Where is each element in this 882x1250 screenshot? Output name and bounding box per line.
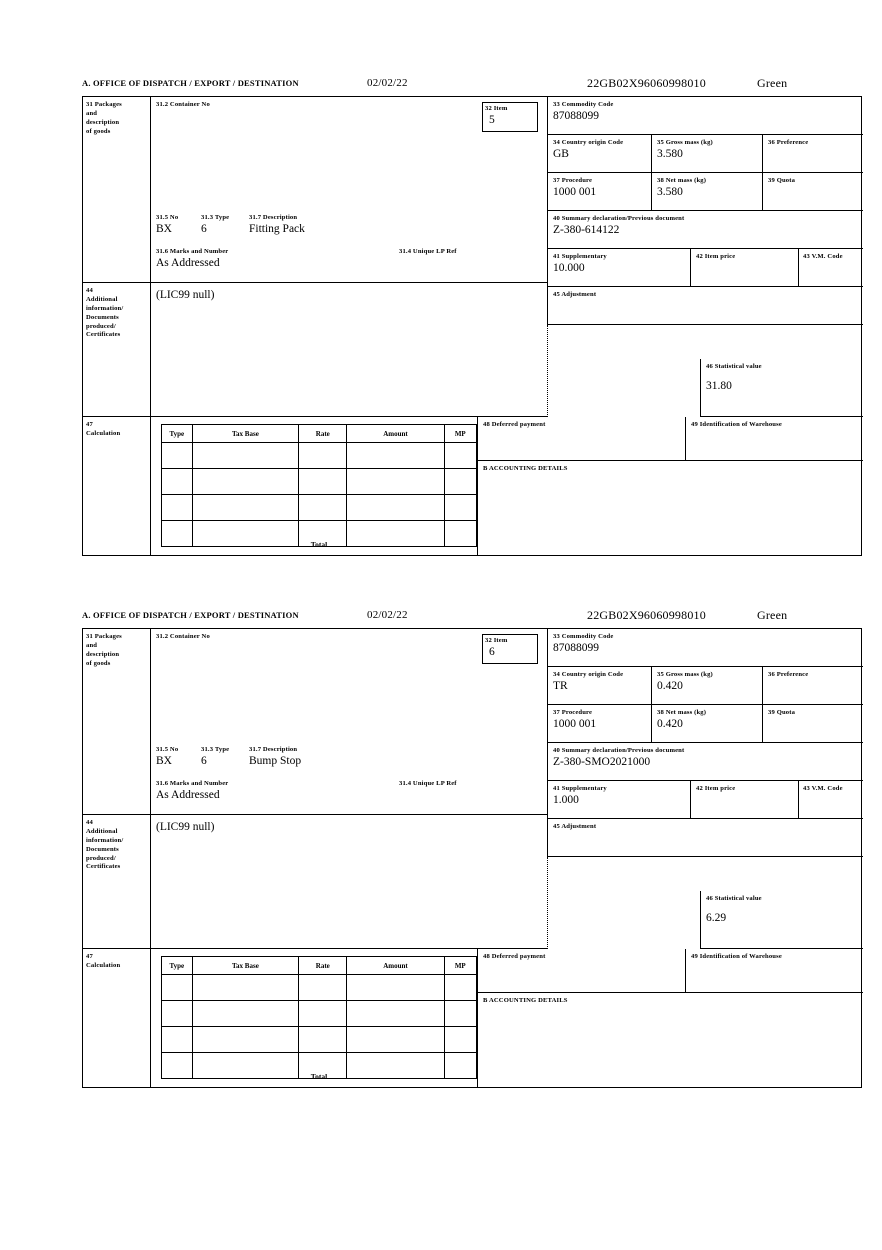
form-header bbox=[82, 78, 862, 96]
box-33-commodity-code-cell: 33 Commodity Code 87088099 bbox=[547, 97, 863, 135]
box-39-quota-cell: 39 Quota bbox=[762, 705, 863, 743]
box-34-country-origin-cell: 34 Country origin Code TR bbox=[547, 667, 651, 705]
box-38-net-mass-cell: 38 Net mass (kg) 0.420 bbox=[651, 705, 762, 743]
calculation-total-label: Total bbox=[310, 1072, 328, 1081]
box-37-procedure-cell: 37 Procedure 1000 001 bbox=[547, 705, 651, 743]
item-number-value: 5 bbox=[489, 113, 495, 126]
marks-number-value: As Addressed bbox=[156, 257, 220, 269]
box-33-commodity-code-cell: 33 Commodity Code 87088099 bbox=[547, 629, 863, 667]
procedure-value: 1000 001 bbox=[553, 185, 597, 198]
box-47-label-cell: 47 Calculation bbox=[83, 949, 151, 1088]
table-row bbox=[162, 1001, 477, 1027]
col-tax-base: Tax Base bbox=[192, 957, 299, 975]
table-row bbox=[162, 1027, 477, 1053]
dotted-divider bbox=[547, 857, 548, 949]
additional-information-value: (LIC99 null) bbox=[156, 821, 215, 833]
cell-amount bbox=[347, 495, 444, 521]
cell-mp bbox=[444, 443, 476, 469]
table-row bbox=[162, 443, 477, 469]
country-origin-value: GB bbox=[553, 147, 569, 160]
cell-tax-base bbox=[192, 443, 299, 469]
cell-tax-base bbox=[192, 469, 299, 495]
declaration-box bbox=[82, 96, 862, 556]
box-31-label-cell: 31 Packages and description of goods bbox=[83, 629, 151, 815]
cell-mp bbox=[444, 1001, 476, 1027]
box-41-supplementary-cell: 41 Supplementary 1.000 bbox=[547, 781, 690, 819]
cell-type bbox=[162, 1001, 193, 1027]
cell-rate bbox=[299, 1001, 347, 1027]
form-header bbox=[82, 610, 862, 628]
box-38-net-mass-cell: 38 Net mass (kg) 3.580 bbox=[651, 173, 762, 211]
cell-amount bbox=[347, 443, 444, 469]
cell-mp bbox=[444, 1053, 476, 1079]
box-31-label-cell: 31 Packages and description of goods bbox=[83, 97, 151, 283]
net-mass-value: 3.580 bbox=[657, 185, 683, 198]
route-status: Green bbox=[757, 76, 788, 90]
box-42-item-price-cell: 42 Item price bbox=[690, 249, 798, 287]
mrn-value: 22GB02X96060998010 bbox=[587, 76, 706, 90]
cell-rate bbox=[299, 975, 347, 1001]
cell-tax-base bbox=[192, 495, 299, 521]
cell-type bbox=[162, 495, 193, 521]
cell-type bbox=[162, 521, 193, 547]
box-46-statistical-value-cell: 46 Statistical value 6.29 bbox=[700, 891, 863, 949]
dotted-divider bbox=[547, 325, 548, 417]
cell-type bbox=[162, 1053, 193, 1079]
cell-mp bbox=[444, 495, 476, 521]
box-b-accounting-cell: B ACCOUNTING DETAILS bbox=[477, 993, 863, 1088]
packages-type-label: 31.3 Type bbox=[201, 746, 230, 753]
col-rate: Rate bbox=[299, 957, 347, 975]
table-row bbox=[162, 495, 477, 521]
supplementary-value: 10.000 bbox=[553, 261, 585, 274]
box-45-adjustment-cell: 45 Adjustment bbox=[547, 819, 863, 857]
box-46-statistical-value-cell: 46 Statistical value 31.80 bbox=[700, 359, 863, 417]
cell-amount bbox=[347, 975, 444, 1001]
container-no-label: 31.2 Container No bbox=[156, 101, 210, 108]
box-44-label-cell: 44 Additional information/ Documents produced/ Certificates bbox=[83, 815, 151, 949]
box-36-preference-cell: 36 Preference bbox=[762, 667, 863, 705]
additional-information-value: (LIC99 null) bbox=[156, 289, 215, 301]
table-header-row bbox=[162, 957, 477, 975]
box-39-quota-cell: 39 Quota bbox=[762, 173, 863, 211]
goods-description-value: Fitting Pack bbox=[249, 223, 305, 235]
marks-number-value: As Addressed bbox=[156, 789, 220, 801]
cell-amount bbox=[347, 1001, 444, 1027]
box-32-item-cell bbox=[482, 102, 538, 132]
cell-mp bbox=[444, 1027, 476, 1053]
box-37-procedure-cell: 37 Procedure 1000 001 bbox=[547, 173, 651, 211]
cell-tax-base bbox=[192, 1027, 299, 1053]
country-origin-value: TR bbox=[553, 679, 568, 692]
cell-mp bbox=[444, 975, 476, 1001]
col-type: Type bbox=[162, 957, 193, 975]
cell-mp bbox=[444, 469, 476, 495]
unique-lp-ref-label: 31.4 Unique LP Ref bbox=[399, 248, 457, 255]
previous-document-value: Z-380-SMO2021000 bbox=[553, 755, 651, 768]
statistical-value: 6.29 bbox=[706, 911, 727, 924]
box-36-preference-cell: 36 Preference bbox=[762, 135, 863, 173]
previous-document-value: Z-380-614122 bbox=[553, 223, 620, 236]
box-35-gross-mass-cell: 35 Gross mass (kg) 3.580 bbox=[651, 135, 762, 173]
packages-no-label: 31.5 No bbox=[156, 746, 179, 753]
cell-tax-base bbox=[192, 975, 299, 1001]
calculation-total-label: Total bbox=[310, 540, 328, 549]
net-mass-value: 0.420 bbox=[657, 717, 683, 730]
box-49-warehouse-cell: 49 Identification of Warehouse bbox=[685, 949, 863, 993]
declaration-date: 02/02/22 bbox=[367, 77, 408, 89]
statistical-value: 31.80 bbox=[706, 379, 732, 392]
packages-type-value: 6 bbox=[201, 755, 207, 767]
cell-rate bbox=[299, 495, 347, 521]
packages-type-value: 6 bbox=[201, 223, 207, 235]
cell-mp bbox=[444, 521, 476, 547]
calculation-table bbox=[161, 956, 477, 1079]
mrn-value: 22GB02X96060998010 bbox=[587, 608, 706, 622]
box-42-item-price-cell: 42 Item price bbox=[690, 781, 798, 819]
cell-type bbox=[162, 1027, 193, 1053]
cell-rate bbox=[299, 443, 347, 469]
col-rate: Rate bbox=[299, 425, 347, 443]
commodity-code-value: 87088099 bbox=[553, 641, 599, 654]
supplementary-value: 1.000 bbox=[553, 793, 579, 806]
procedure-value: 1000 001 bbox=[553, 717, 597, 730]
box-43-vm-code-cell: 43 V.M. Code bbox=[798, 781, 863, 819]
packages-type-label: 31.3 Type bbox=[201, 214, 230, 221]
packages-no-value: BX bbox=[156, 755, 172, 767]
box-35-gross-mass-cell: 35 Gross mass (kg) 0.420 bbox=[651, 667, 762, 705]
col-tax-base: Tax Base bbox=[192, 425, 299, 443]
office-of-dispatch-label: A. OFFICE OF DISPATCH / EXPORT / DESTINATION bbox=[82, 610, 299, 620]
declaration-form-1 bbox=[82, 78, 862, 556]
declaration-box bbox=[82, 628, 862, 1088]
marks-number-label: 31.6 Marks and Number bbox=[156, 780, 229, 787]
marks-number-label: 31.6 Marks and Number bbox=[156, 248, 229, 255]
col-mp: MP bbox=[444, 957, 476, 975]
box-44-label-cell: 44 Additional information/ Documents produced/ Certificates bbox=[83, 283, 151, 417]
box-40-previous-document-cell: 40 Summary declaration/Previous document Z-380-614122 bbox=[547, 211, 863, 249]
cell-rate bbox=[299, 469, 347, 495]
box-b-accounting-cell: B ACCOUNTING DETAILS bbox=[477, 461, 863, 556]
declaration-form-2 bbox=[82, 610, 862, 1088]
unique-lp-ref-label: 31.4 Unique LP Ref bbox=[399, 780, 457, 787]
col-amount: Amount bbox=[347, 425, 444, 443]
cell-amount bbox=[347, 469, 444, 495]
box-48-deferred-payment-cell: 48 Deferred payment bbox=[477, 417, 685, 461]
packages-no-value: BX bbox=[156, 223, 172, 235]
box-40-previous-document-cell: 40 Summary declaration/Previous document Z-380-SMO2021000 bbox=[547, 743, 863, 781]
calculation-table bbox=[161, 424, 477, 547]
commodity-code-value: 87088099 bbox=[553, 109, 599, 122]
declaration-date: 02/02/22 bbox=[367, 609, 408, 621]
col-amount: Amount bbox=[347, 957, 444, 975]
box-32-item-cell bbox=[482, 634, 538, 664]
box-45-adjustment-cell: 45 Adjustment bbox=[547, 287, 863, 325]
goods-description-value: Bump Stop bbox=[249, 755, 302, 767]
box-41-supplementary-cell: 41 Supplementary 10.000 bbox=[547, 249, 690, 287]
box-44-content-cell bbox=[151, 283, 547, 417]
gross-mass-value: 0.420 bbox=[657, 679, 683, 692]
box-34-country-origin-cell: 34 Country origin Code GB bbox=[547, 135, 651, 173]
table-row bbox=[162, 469, 477, 495]
table-row bbox=[162, 975, 477, 1001]
cell-tax-base bbox=[192, 1001, 299, 1027]
office-of-dispatch-label: A. OFFICE OF DISPATCH / EXPORT / DESTINATION bbox=[82, 78, 299, 88]
box-48-deferred-payment-cell: 48 Deferred payment bbox=[477, 949, 685, 993]
table-header-row bbox=[162, 425, 477, 443]
route-status: Green bbox=[757, 608, 788, 622]
cell-type bbox=[162, 443, 193, 469]
packages-no-label: 31.5 No bbox=[156, 214, 179, 221]
description-label: 31.7 Description bbox=[249, 214, 298, 221]
description-label: 31.7 Description bbox=[249, 746, 298, 753]
cell-amount bbox=[347, 1027, 444, 1053]
item-label: 32 Item bbox=[485, 637, 508, 644]
cell-type bbox=[162, 975, 193, 1001]
col-mp: MP bbox=[444, 425, 476, 443]
cell-rate bbox=[299, 1027, 347, 1053]
col-type: Type bbox=[162, 425, 193, 443]
item-label: 32 Item bbox=[485, 105, 508, 112]
item-number-value: 6 bbox=[489, 645, 495, 658]
container-no-label: 31.2 Container No bbox=[156, 633, 210, 640]
gross-mass-value: 3.580 bbox=[657, 147, 683, 160]
box-43-vm-code-cell: 43 V.M. Code bbox=[798, 249, 863, 287]
box-44-content-cell bbox=[151, 815, 547, 949]
box-47-label-cell: 47 Calculation bbox=[83, 417, 151, 556]
box-49-warehouse-cell: 49 Identification of Warehouse bbox=[685, 417, 863, 461]
cell-type bbox=[162, 469, 193, 495]
